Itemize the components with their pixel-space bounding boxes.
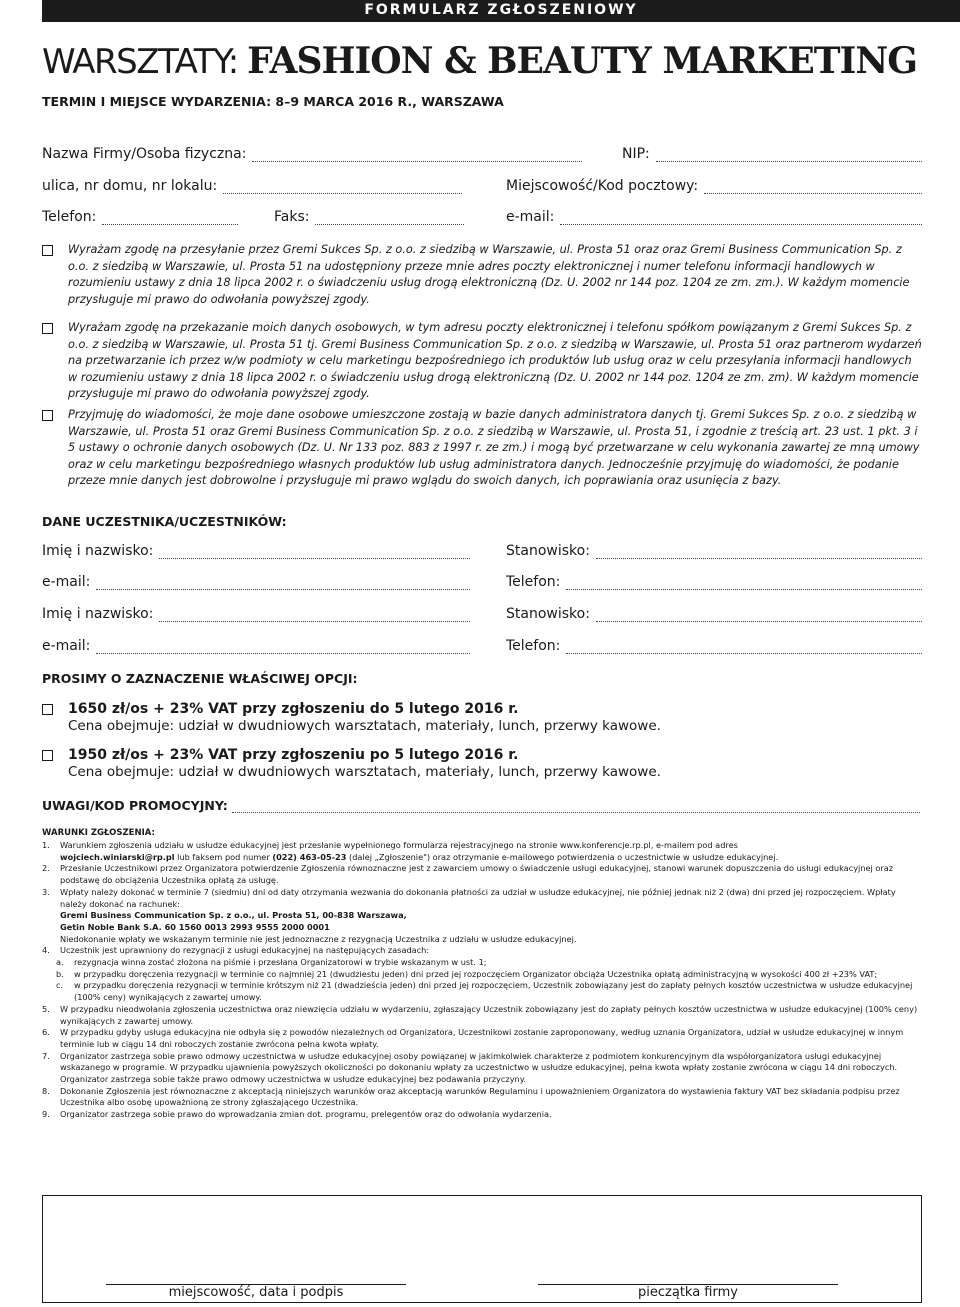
participant1-name-label: Imię i nazwisko: bbox=[42, 543, 154, 559]
option-early-checkbox[interactable] bbox=[42, 704, 53, 715]
terms-heading: WARUNKI ZGŁOSZENIA: bbox=[42, 828, 155, 838]
header-banner bbox=[42, 0, 960, 22]
consent-marketing-text: Wyrażam zgodę na przesyłanie przez Gremi Sukces Sp. z o.o. z siedzibą w Warszawie, ul. Prosta 51 oraz oraz Gremi Business Communication Sp. z o.o. z siedzibą w Warszawie, ul. Prosta 51 na udostępniony przeze mnie adres poczty elektronicznej i numer telefonu informacji handlowych w rozumieniu ustawy z dnia 18 lipca 2002 r. o świadczeniu usług drogą elektroniczną (Dz. U. 2002 nr 144 poz. 1204 ze zm. zm.). W każdym momencie przysługuje mi prawo do odwołania powyższej zgody. bbox=[68, 243, 910, 306]
participant1-position-field[interactable] bbox=[506, 543, 922, 559]
option-early-desc: Cena obejmuje: udział w dwudniowych warsztatach, materiały, lunch, przerwy kawowe. bbox=[68, 718, 661, 734]
title-prefix: WARSZTATY: bbox=[42, 42, 248, 82]
participant2-email-field[interactable] bbox=[42, 638, 470, 654]
city-input[interactable] bbox=[704, 181, 922, 194]
participant2-position-label: Stanowisko: bbox=[506, 606, 590, 622]
participant1-position-input[interactable] bbox=[596, 546, 922, 559]
promo-code-field[interactable] bbox=[42, 798, 920, 813]
company-name-label: Nazwa Firmy/Osoba fizyczna: bbox=[42, 146, 247, 162]
participant1-email-field[interactable] bbox=[42, 574, 470, 590]
email-label: e-mail: bbox=[506, 209, 555, 225]
participant1-phone-field[interactable] bbox=[506, 574, 922, 590]
title-main: FASHION & BEAUTY MARKETING bbox=[247, 40, 918, 82]
option-late-checkbox[interactable] bbox=[42, 750, 53, 761]
event-date-place: TERMIN I MIEJSCE WYDARZENIA: 8–9 MARCA 2016 R., WARSZAWA bbox=[42, 94, 504, 109]
terms-item: 7. Organizator zastrzega sobie prawo odmowy uczestnictwa w usłudze edukacyjnej osoby powiązanej w jakimkolwiek charakterze z podmiotem konkurencyjnym dla współorganizatora usługi edukacyjnej wskazanego w programie. W przypadku ujawnienia powyższych okoliczności po dokonaniu wpłaty za uczestnictwo w usłudze edukacyjnej, pełna kwota wpłaty zostanie zwrócona w ciągu 14 dni roboczych. Organizator zastrzega sobie także prawo odmowy uczestnictwa w usłudze edukacyjnej bez podawania przyczyny. bbox=[42, 1050, 898, 1085]
option-early-price bbox=[42, 701, 922, 735]
email-field[interactable] bbox=[506, 209, 922, 225]
nip-label: NIP: bbox=[622, 146, 650, 162]
street-label: ulica, nr domu, nr lokalu: bbox=[42, 178, 218, 194]
consent-data-transfer-text: Wyrażam zgodę na przekazanie moich danych osobowych, w tym adresu poczty elektronicznej i telefonu spółkom powiązanym z Gremi Sukces Sp. z o.o. z siedzibą w Warszawie, ul. Prosta 51 tj. Gremi Business Communication Sp. z o.o. z siedzibą w Warszawie, ul. Prosta 51 oraz partnerom wydarzeń na przetwarzanie ich przez w/w podmioty w celu marketingu bezpośredniego ich produktów lub usług oraz w celu przesyłania informacji handlowych w rozumieniu ustawy z dnia 18 lipca 2002 r. o świadczeniu usług drogą elektroniczną (Dz. U. 2002 nr 144 poz. 1204 ze zm. zm). W każdym momencie przysługuje mi prawo do odwołania powyższej zgody. bbox=[68, 321, 922, 400]
nip-input[interactable] bbox=[656, 149, 922, 162]
promo-code-label: UWAGI/KOD PROMOCYJNY: bbox=[42, 798, 228, 813]
terms-account-company: Gremi Business Communication Sp. z o.o., ul. Prosta 51, 00-838 Warszawa, bbox=[60, 910, 407, 921]
email-input[interactable] bbox=[560, 212, 922, 225]
terms-list bbox=[42, 840, 922, 1121]
consent-marketing bbox=[42, 242, 922, 308]
company-name-input[interactable] bbox=[252, 149, 582, 162]
terms-item: 9. Organizator zastrzega sobie prawo do wprowadzania zmian dot. programu, prelegentów oraz do odwołania wydarzenia. bbox=[42, 1109, 552, 1120]
terms-item: 2. Przesłanie Uczestnikowi przez Organizatora potwierdzenie Zgłoszenia równoznaczne jest z zawarciem umowy o świadczenie usługi edukacyjnej, stanowi warunek dopuszczenia do usługi edukacyjnej oraz podstawę do obciążenia Uczestnika opłatą za usługę. bbox=[42, 863, 894, 886]
promo-code-input[interactable] bbox=[232, 802, 920, 813]
participant2-name-label: Imię i nazwisko: bbox=[42, 606, 154, 622]
terms-item: 1. Warunkiem zgłoszenia udziału w usłudze edukacyjnej jest przesłanie wypełnionego formularza rejestracyjnego na stronie www.konferencje.rp.pl, e-mailem pod adres wojciech.winiarski@rp.pl lub faksem pod numer (022) 463-05-23 (dalej „Zgłoszenie") oraz otrzymanie e-mailowego potwierdzenia o uczestnictwie w usłudze edukacyjnej. bbox=[42, 840, 779, 862]
consent-data-transfer-checkbox[interactable] bbox=[42, 323, 53, 334]
terms-subitem: a. rezygnacja winna zostać złożona na piśmie i przesłana Organizatorowi w trybie wskazanym w ust. 1; bbox=[56, 957, 487, 968]
participant2-phone-input[interactable] bbox=[566, 641, 922, 654]
participant2-name-field[interactable] bbox=[42, 606, 470, 622]
company-name-field[interactable] bbox=[42, 146, 582, 162]
nip-field[interactable] bbox=[622, 146, 922, 162]
consent-marketing-checkbox[interactable] bbox=[42, 245, 53, 256]
terms-subitem: c. w przypadku doręczenia rezygnacji w terminie krótszym niż 21 (dwadzieścia jeden) dni przed jej rozpoczęciem, Uczestnik zobowiązany jest do zapłaty pełnych kosztów uczestnictwa w usłudze edukacyjnej (100% ceny) wynikających z zawartej umowy. bbox=[56, 980, 913, 1003]
fax-field[interactable] bbox=[274, 209, 464, 225]
phone-label: Telefon: bbox=[42, 209, 97, 225]
consent-data-admin bbox=[42, 407, 922, 490]
terms-item: 5. W przypadku nieodwołania zgłoszenia uczestnictwa oraz niewzięcia udziału w wydarzeniu, zgłaszający Uczestnik zobowiązany jest do zapłaty pełnych kosztów uczestnictwa w usłudze edukacyjnej (100% ceny) wynikających z zawartej umowy. bbox=[42, 1003, 918, 1026]
city-label: Miejscowość/Kod pocztowy: bbox=[506, 178, 699, 194]
terms-item: 6. W przypadku gdyby usługa edukacyjna nie odbyła się z powodów niezależnych od Organizatora, Uczestnikowi zostanie zaproponowany, według uznania Organizatora, udział w usłudze edukacyjnej w innym terminie lub w ciągu 14 dni roboczych zostanie zwrócona pełna kwota wpłaty. bbox=[42, 1027, 904, 1049]
terms-fax-number: (022) 463-05-23 bbox=[272, 851, 347, 862]
street-field[interactable] bbox=[42, 178, 462, 194]
header-banner-text: FORMULARZ ZGŁOSZENIOWY bbox=[364, 2, 638, 18]
terms-item: 4. Uczestnik jest uprawniony do rezygnacji z usługi edukacyjnej na następujących zasadach: bbox=[42, 945, 430, 956]
participants-heading: DANE UCZESTNIKA/UCZESTNIKÓW: bbox=[42, 514, 287, 529]
participant1-phone-label: Telefon: bbox=[506, 574, 561, 590]
participant1-phone-input[interactable] bbox=[566, 577, 922, 590]
participant2-position-input[interactable] bbox=[596, 609, 922, 622]
terms-item: 8. Dokonanie Zgłoszenia jest równoznaczne z akceptacją niniejszych warunków oraz akceptacją warunków Regulaminu i upoważnieniem Organizatora do wystawienia faktury VAT bez składania podpisu przez Uczestnika albo osobę upoważnioną ze strony zgłaszającego Uczestnika. bbox=[42, 1085, 900, 1108]
street-input[interactable] bbox=[223, 181, 462, 194]
option-late-desc: Cena obejmuje: udział w dwudniowych warsztatach, materiały, lunch, przerwy kawowe. bbox=[68, 764, 661, 780]
participant1-email-input[interactable] bbox=[96, 577, 470, 590]
city-field[interactable] bbox=[506, 178, 922, 194]
participant1-position-label: Stanowisko: bbox=[506, 543, 590, 559]
terms-bank-account: Getin Noble Bank S.A. 60 1560 0013 2993 9555 2000 0001 bbox=[60, 921, 330, 932]
page-title bbox=[42, 40, 917, 82]
consent-data-admin-text: Przyjmuję do wiadomości, że moje dane osobowe umieszczone zostają w bazie danych administratora danych tj. Gremi Sukces Sp. z o.o. z siedzibą w Warszawie, ul. Prosta 51 oraz Gremi Business Communication Sp. z o.o. z siedzibą w Warszawie, ul. Prosta 51, i zgodnie z treścią art. 23 ust. 1 pkt. 3 i 5 ustawy o ochronie danych osobowych (Dz. U. Nr 133 poz. 883 z 1997 r. ze zm.) i mogą być przetwarzane w celu wykonania zawartej ze mną umowy oraz w celu marketingu bezpośredniego własnych produktów lub usług administratora danych. Jednocześnie przyjmuję do wiadomości, że podanie przeze mnie danych jest dobrowolne i przysługuje mi prawo wglądu do swoich danych, ich poprawiania oraz usunięcia z bazy. bbox=[68, 408, 920, 487]
participant2-phone-field[interactable] bbox=[506, 638, 922, 654]
phone-input[interactable] bbox=[102, 212, 238, 225]
participant1-name-field[interactable] bbox=[42, 543, 470, 559]
participant2-phone-label: Telefon: bbox=[506, 638, 561, 654]
option-late-price-text: 1950 zł/os + 23% VAT przy zgłoszeniu po 5 lutego 2016 r. bbox=[68, 747, 519, 763]
participant2-email-label: e-mail: bbox=[42, 638, 91, 654]
fax-input[interactable] bbox=[315, 212, 464, 225]
fax-label: Faks: bbox=[274, 209, 310, 225]
option-late-price bbox=[42, 747, 922, 781]
terms-email-link[interactable]: wojciech.winiarski@rp.pl bbox=[60, 851, 175, 862]
terms-item: 3. Wpłaty należy dokonać w terminie 7 (siedmiu) dni od daty otrzymania wezwania do dokonania płatności za udział w usłudze edukacyjnej, nie później jednak niż 2 (dwa) dni przed jej rozpoczęciem. Wpłaty należy dokonać na rachunek: Gremi Business Communication Sp. z o.o., ul. Prosta 51, 00-838 Warszawa, Getin Noble Bank S.A. 60 1560 0013 2993 9555 2000 0001 Niedokonanie wpłaty we wskazanym terminie nie jest jednoznaczne z rezygnacją Uczestnika z udziału w usłudze edukacyjnej. bbox=[42, 886, 896, 944]
phone-field[interactable] bbox=[42, 209, 238, 225]
signature-place-label: miejscowość, data i podpis bbox=[106, 1284, 406, 1300]
company-stamp-label: pieczątka firmy bbox=[538, 1284, 838, 1300]
participant2-email-input[interactable] bbox=[96, 641, 470, 654]
participant2-name-input[interactable] bbox=[159, 609, 470, 622]
options-heading: PROSIMY O ZAZNACZENIE WŁAŚCIWEJ OPCJI: bbox=[42, 671, 358, 686]
participant1-email-label: e-mail: bbox=[42, 574, 91, 590]
consent-data-admin-checkbox[interactable] bbox=[42, 410, 53, 421]
participant2-position-field[interactable] bbox=[506, 606, 922, 622]
terms-subitem: b. w przypadku doręczenia rezygnacji w terminie co najmniej 21 (dwudziestu jeden) dni przed jej rozpoczęciem Organizator obciąża Uczestnika opłatą administracyjną w wysokości 400 zł +23% VAT; bbox=[56, 968, 878, 979]
option-early-price-text: 1650 zł/os + 23% VAT przy zgłoszeniu do 5 lutego 2016 r. bbox=[68, 701, 519, 717]
consent-data-transfer bbox=[42, 320, 922, 403]
participant1-name-input[interactable] bbox=[159, 546, 470, 559]
